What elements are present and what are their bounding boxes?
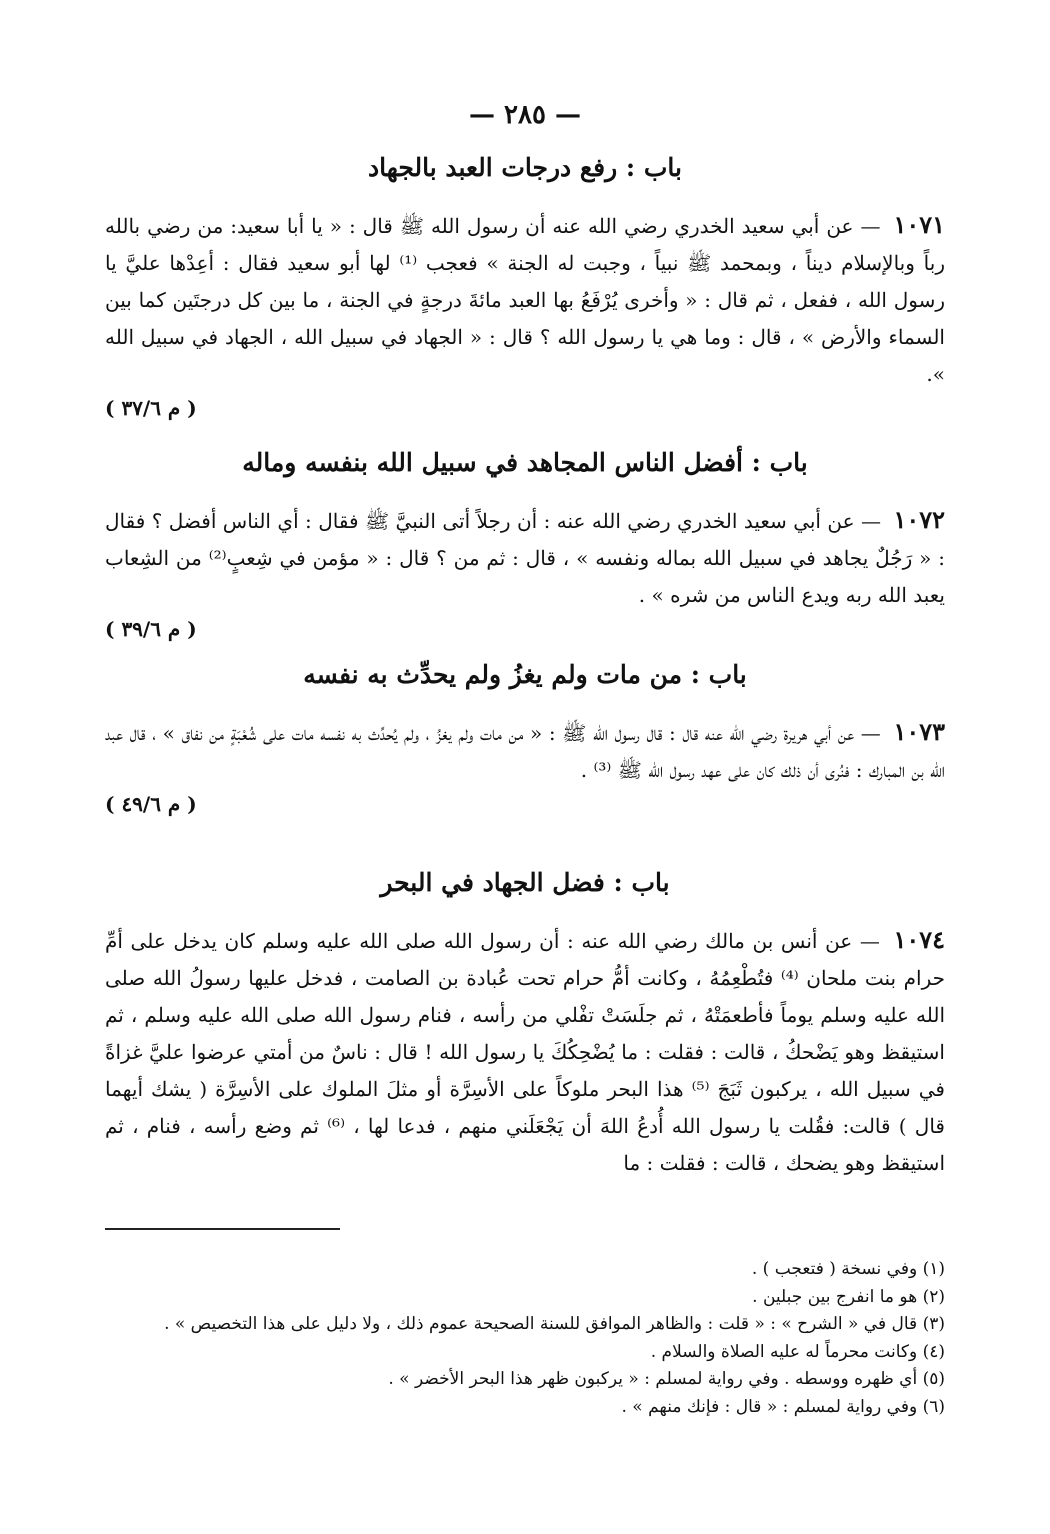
- chapter-section: [105, 445, 945, 644]
- footnote: (٦) وفي رواية لمسلم : « قال : فإنك منهم » .: [621, 1396, 945, 1417]
- footnote: (٣) قال في « الشرح » : « قلت : والظاهر الموافق للسنة الصحيحة عموم ذلك ، ولا دليل على هذا التخصيص » .: [164, 1314, 945, 1334]
- hadith-body: — عن أبي هريرة رضي الله عنه قال : قال رسول الله ﷺ : « من مات ولم يغزُ ، ولم يُحدِّث به نفسه مات على شُعْبَةٍ من نفاق » ، قال عبد الله بن المبارك : فنُرى أن ذلك كان على عهد رسول الله ﷺ ⁽³⁾ .: [105, 721, 945, 782]
- hadith-number: ١٠٧١: [893, 210, 945, 239]
- chapter-section: [105, 865, 945, 1182]
- chapter-title: باب : أفضل الناس المجاهد في سبيل الله بنفسه وماله: [242, 448, 808, 477]
- chapter-section: [105, 150, 945, 423]
- hadith-text: [105, 206, 945, 393]
- source-reference: ( م ٣٩/٦ ): [105, 617, 197, 641]
- hadith-body: — عن أبي سعيد الخدري رضي الله عنه : أن رجلاً أتى النبيَّ ﷺ فقال : أي الناس أفضل ؟ فقال : « رَجُلٌ يجاهد في سبيل الله بماله ونفسه » ، قال : ثم من ؟ قال : « مؤمن في شِعبٍ⁽²⁾ من الشِعاب يعبد الله ربه ويدع الناس من شره » .: [105, 509, 945, 607]
- chapter-title: باب : من مات ولم يغزُ ولم يحدِّث به نفسه: [303, 660, 747, 689]
- chapter-section: [105, 657, 945, 819]
- source-reference: ( م ٤٩/٦ ): [105, 792, 197, 816]
- hadith-number: ١٠٧٢: [893, 505, 945, 534]
- footnote: (٤) وكانت محرماً له عليه الصلاة والسلام .: [650, 1341, 945, 1362]
- hadith-body: — عن أنس بن مالك رضي الله عنه : أن رسول الله صلى الله عليه وسلم كان يدخل على أمِّ حرام بنت ملحان ⁽⁴⁾ فتُطْعِمُهُ ، وكانت أمُّ حرام تحت عُبادة بن الصامت ، فدخل عليها رسولُ الله صلى الله عليه وسلم يوماً فأطعمَتْهُ ، ثم جلَسَتْ تفْلي من رأسه ، فنام رسول الله صلى الله عليه وسلم ، ثم استيقظ وهو يَضْحكُ ، قالت : فقلت : ما يُضْحِكُكَ يا رسول الله ! قال : ناسٌ من أمتي عرضوا عليَّ غزاةً في سبيل الله ، يركبون ثَبَجَ ⁽⁵⁾ هذا البحر ملوكاً على الأسِرَّة أو مثلَ الملوك على الأسِرَّة ( يشك أيهما قال ) قالت: فقُلت يا رسول الله أُدعُ اللهَ أن يَجْعَلَني منهم ، فدعا لها ، ⁽⁶⁾ ثم وضع رأسه ، فنام ، ثم استيقظ وهو يضحك ، قالت : فقلت : ما: [105, 929, 945, 1175]
- hadith-text: [105, 713, 945, 789]
- footnotes: [105, 1256, 945, 1421]
- hadith-number: ١٠٧٣: [893, 717, 945, 746]
- hadith-body: — عن أبي سعيد الخدري رضي الله عنه أن رسول الله ﷺ قال : « يا أبا سعيد: من رضي بالله رباً وبالإسلام ديناً ، وبمحمد ﷺ نبياً ، وجبت له الجنة » فعجب ⁽¹⁾ لها أبو سعيد فقال : أعِدْها عليَّ يا رسول الله ، ففعل ، ثم قال : « وأخرى يُرْفَعُ بها العبد مائةَ درجةٍ في الجنة ، ما بين كل درجتَين كما بين السماء والأرض » ، قال : وما هي يا رسول الله ؟ قال : « الجهاد في سبيل الله ، الجهاد في سبيل الله ».: [105, 214, 945, 386]
- footnote-divider: [105, 1228, 340, 1230]
- chapter-title: باب : فضل الجهاد في البحر: [380, 868, 670, 897]
- footnote: (٥) أي ظهره ووسطه . وفي رواية لمسلم : « يركبون ظهر هذا البحر الأخضر » .: [388, 1369, 945, 1389]
- source-reference: ( م ٣٧/٦ ): [105, 396, 197, 420]
- hadith-text: [105, 501, 945, 614]
- hadith-text: [105, 921, 945, 1182]
- footnote: (٢) هو ما انفرج بين جبلين .: [752, 1286, 945, 1307]
- hadith-number: ١٠٧٤: [893, 925, 946, 954]
- footnote: (١) وفي نسخة ( فتعجب ) .: [751, 1259, 945, 1279]
- page-number: — ٢٨٥ —: [468, 100, 582, 130]
- chapter-title: باب : رفع درجات العبد بالجهاد: [368, 153, 682, 182]
